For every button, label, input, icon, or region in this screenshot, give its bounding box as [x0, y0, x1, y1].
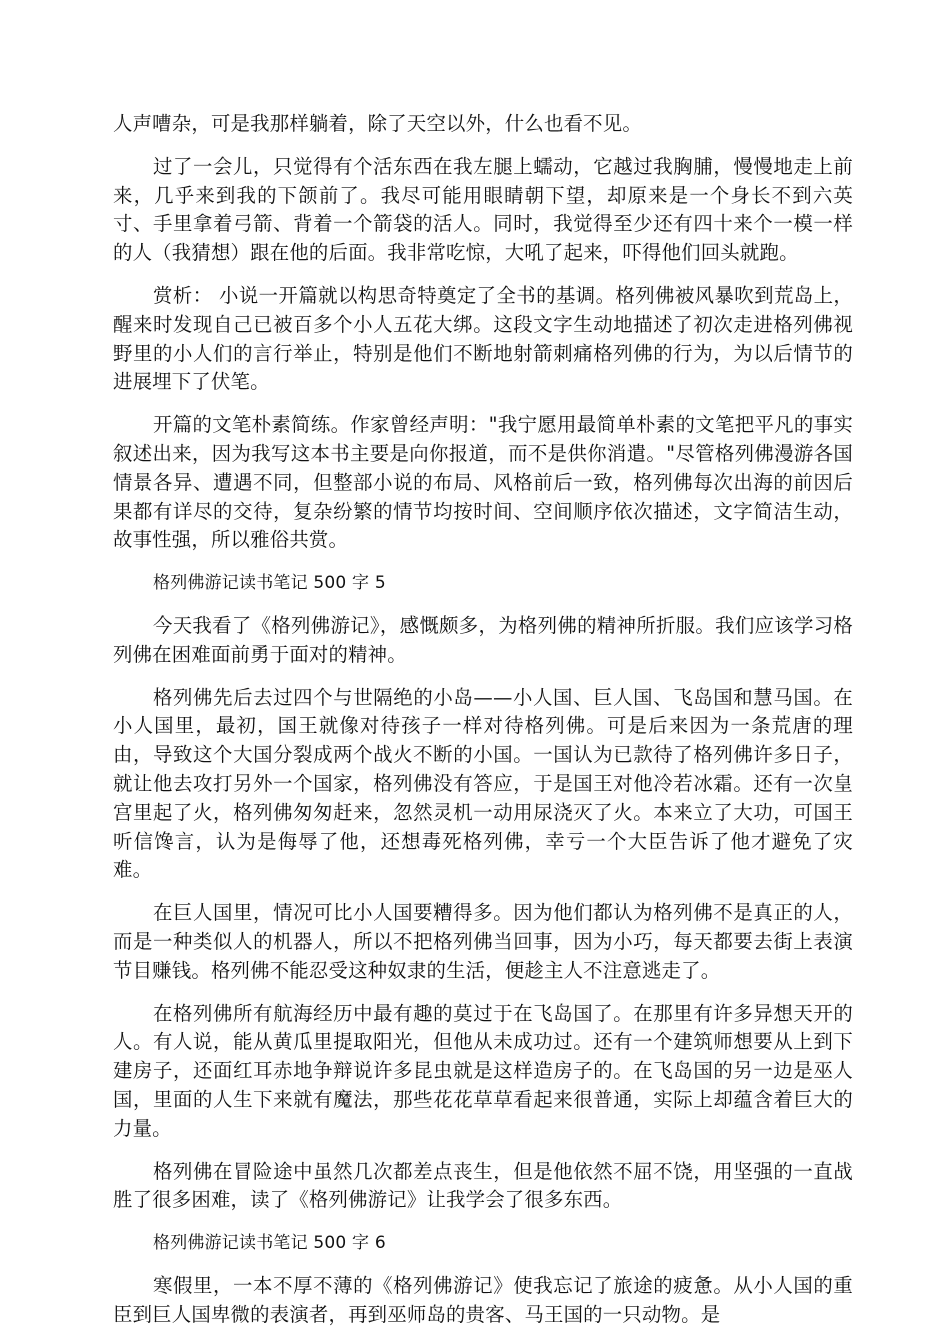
- paragraph: 在巨人国里，情况可比小人国要糟得多。因为他们都认为格列佛不是真正的人，而是一种类似人的机器人，所以不把格列佛当回事，因为小巧，每天都要去街上表演节目赚钱。格列佛不能忍受这种奴隶的生活，便趁主人不注意逃走了。: [113, 901, 853, 982]
- paragraph: 过了一会儿，只觉得有个活东西在我左腿上蠕动，它越过我胸脯，慢慢地走上前来，几乎来到我的下颌前了。我尽可能用眼睛朝下望，却原来是一个身长不到六英寸、手里拿着弓箭、背着一个箭袋的活人。同时，我觉得至少还有四十来个一模一样的人（我猜想）跟在他的后面。我非常吃惊，大吼了起来，吓得他们回头就跑。: [113, 154, 853, 265]
- paragraph: 寒假里，一本不厚不薄的《格列佛游记》使我忘记了旅途的疲惫。从小人国的重臣到巨人国卑微的表演者，再到巫师岛的贵客、马王国的一只动物。是: [113, 1273, 853, 1326]
- section-heading: 格列佛游记读书笔记 500 字 5: [153, 573, 386, 594]
- section-heading: 格列佛游记读书笔记 500 字 6: [153, 1233, 386, 1254]
- paragraph: 格列佛在冒险途中虽然几次都差点丧生，但是他依然不屈不饶，用坚强的一直战胜了很多困难，读了《格列佛游记》让我学会了很多东西。: [113, 1159, 853, 1212]
- paragraph-continuation: 人声嘈杂，可是我那样躺着，除了天空以外，什么也看不见。: [113, 112, 642, 135]
- paragraph: 在格列佛所有航海经历中最有趣的莫过于在飞岛国了。在那里有许多异想天开的人。有人说，能从黄瓜里提取阳光，但他从未成功过。还有一个建筑师想要从上到下建房子，还面红耳赤地争辩说许多昆虫就是这样造房子的。在飞岛国的另一边是巫人国，里面的人生下来就有魔法，那些花花草草看起来很普通，实际上却蕴含着巨大的力量。: [113, 1001, 853, 1140]
- paragraph-analysis: 赏析： 小说一开篇就以构思奇特奠定了全书的基调。格列佛被风暴吹到荒岛上，醒来时发现自己已被百多个小人五花大绑。这段文字生动地描述了初次走进格列佛视野里的小人们的言行举止，特别是他们不断地射箭刺痛格列佛的行为，为以后情节的进展埋下了伏笔。: [113, 283, 853, 394]
- paragraph: 开篇的文笔朴素简练。作家曾经声明："我宁愿用最简单朴素的文笔把平凡的事实叙述出来，因为我写这本书主要是向你报道，而不是供你消遣。"尽管格列佛漫游各国情景各异、遭遇不同，但整部小说的布局、风格前后一致，格列佛每次出海的前因后果都有详尽的交待，复杂纷繁的情节均按时间、空间顺序依次描述，文字简洁生动，故事性强，所以雅俗共赏。: [113, 413, 853, 552]
- paragraph: 格列佛先后去过四个与世隔绝的小岛——小人国、巨人国、飞岛国和慧马国。在小人国里，最初，国王就像对待孩子一样对待格列佛。可是后来因为一条荒唐的理由，导致这个大国分裂成两个战火不断的小国。一国认为已款待了格列佛许多日子，就让他去攻打另外一个国家，格列佛没有答应，于是国王对他冷若冰霜。还有一次皇宫里起了火，格列佛匆匆赶来，忽然灵机一动用尿浇灭了火。本来立了大功，可国王听信馋言，认为是侮辱了他，还想毒死格列佛，幸亏一个大臣告诉了他才避免了灾难。: [113, 685, 853, 882]
- paragraph: 今天我看了《格列佛游记》，感慨颇多，为格列佛的精神所折服。我们应该学习格列佛在困难面前勇于面对的精神。: [113, 613, 853, 666]
- document-body: [113, 110, 853, 1343]
